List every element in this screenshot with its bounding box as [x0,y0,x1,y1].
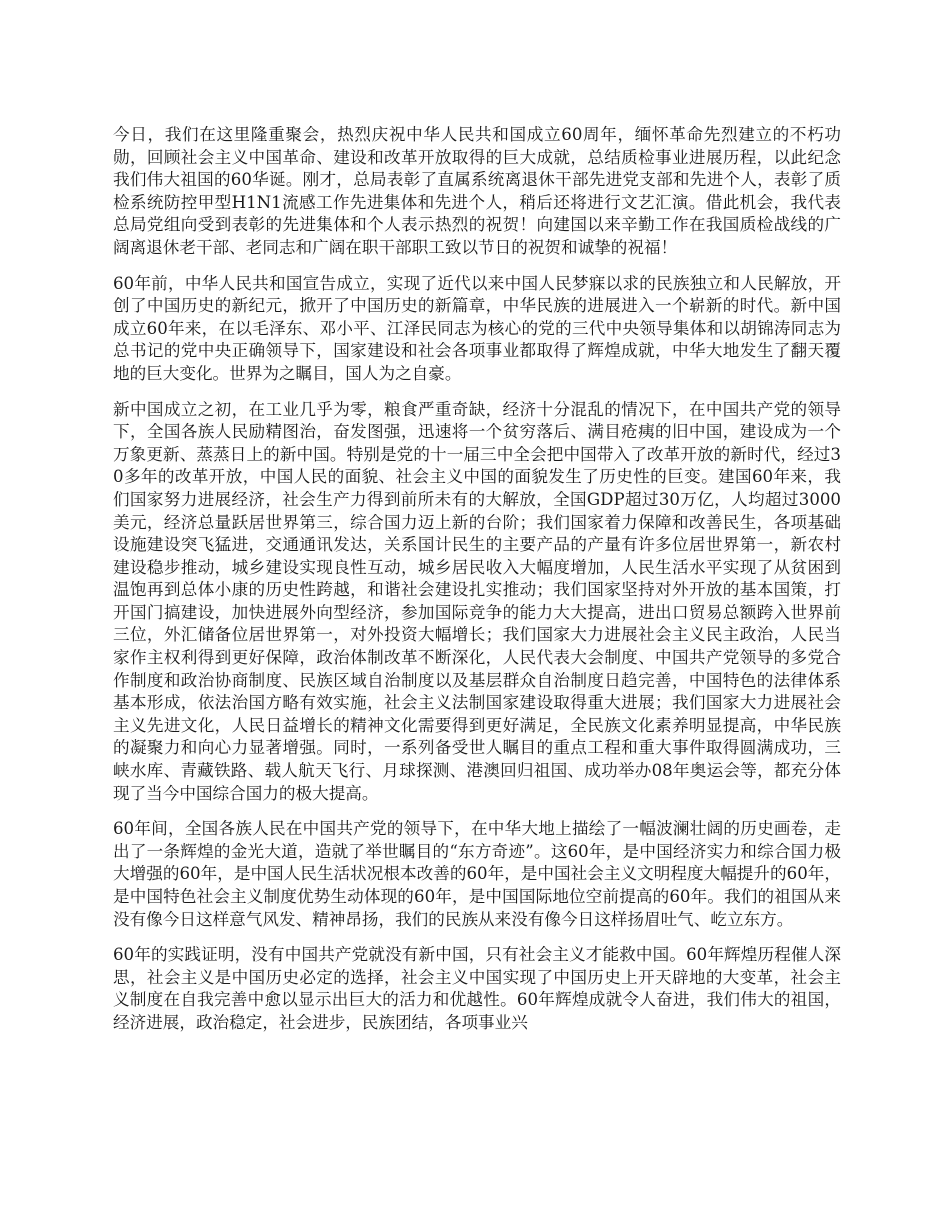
paragraph-1: 今日，我们在这里隆重聚会，热烈庆祝中华人民共和国成立60周年，缅怀革命先烈建立的不朽功勋，回顾社会主义中国革命、建设和改革开放取得的巨大成就，总结质检事业进展历程，以此纪念我们伟大祖国的60华诞。刚才，总局表彰了直属系统离退休干部先进党支部和先进个人，表彰了质检系统防控甲型H1N1流感工作先进集体和先进个人，稍后还将进行文艺汇演。借此机会，我代表总局党组向受到表彰的先进集体和个人表示热烈的祝贺！向建国以来辛勤工作在我国质检战线的广阔离退休老干部、老同志和广阔在职干部职工致以节日的祝贺和诚挚的祝福！ [113,125,841,257]
document-body [113,124,841,1048]
paragraph-2: 60年前，中华人民共和国宣告成立，实现了近代以来中国人民梦寐以求的民族独立和人民解放，开创了中国历史的新纪元，掀开了中国历史的新篇章，中华民族的进展进入一个崭新的时代。新中国成立60年来，在以毛泽东、邓小平、江泽民同志为核心的党的三代中央领导集体和以胡锦涛同志为总书记的党中央正确领导下，国家建设和社会各项事业都取得了辉煌成就，中华大地发生了翻天覆地的巨大变化。世界为之瞩目，国人为之自豪。 [113,273,841,383]
paragraph-4: 60年间，全国各族人民在中国共产党的领导下，在中华大地上描绘了一幅波澜壮阔的历史画卷，走出了一条辉煌的金光大道，造就了举世瞩目的“东方奇迹”。这60年，是中国经济实力和综合国力极大增强的60年，是中国人民生活状况根本改善的60年，是中国社会主义文明程度大幅提升的60年，是中国特色社会主义制度优势生动体现的60年，是中国国际地位空前提高的60年。我们的祖国从来没有像今日这样意气风发、精神昂扬，我们的民族从来没有像今日这样扬眉吐气、屹立东方。 [113,819,841,929]
paragraph-3: 新中国成立之初，在工业几乎为零，粮食严重奇缺，经济十分混乱的情况下，在中国共产党的领导下，全国各族人民励精图治，奋发图强，迅速将一个贫穷落后、满目疮痍的旧中国，建设成为一个万象更新、蒸蒸日上的新中国。特别是党的十一届三中全会把中国带入了改革开放的新时代，经过30多年的改革开放，中国人民的面貌、社会主义中国的面貌发生了历史性的巨变。建国60年来，我们国家努力进展经济，社会生产力得到前所未有的大解放，全国GDP超过30万亿，人均超过3000美元，经济总量跃居世界第三，综合国力迈上新的台阶；我们国家着力保障和改善民生，各项基础设施建设突飞猛进，交通通讯发达，关系国计民生的主要产品的产量有许多位居世界第一，新农村建设稳步推动，城乡建设实现良性互动，城乡居民收入大幅度增加，人民生活水平实现了从贫困到温饱再到总体小康的历史性跨越，和谐社会建设扎实推动；我们国家坚持对外开放的基本国策，打开国门搞建设，加快进展外向型经济，参加国际竞争的能力大大提高，进出口贸易总额跨入世界前三位，外汇储备位居世界第一，对外投资大幅增长；我们国家大力进展社会主义民主政治，人民当家作主权利得到更好保障，政治体制改革不断深化，人民代表大会制度、中国共产党领导的多党合作制度和政治协商制度、民族区域自治制度以及基层群众自治制度日趋完善，中国特色的法律体系基本形成，依法治国方略有效实施，社会主义法制国家建设取得重大进展；我们国家大力进展社会主义先进文化，人民日益增长的精神文化需要得到更好满足，全民族文化素养明显提高，中华民族的凝聚力和向心力显著增强。同时，一系列备受世人瞩目的重点工程和重大事件取得圆满成功，三峡水库、青藏铁路、载人航天飞行、月球探测、港澳回归祖国、成功举办08年奥运会等，都充分体现了当今中国综合国力的极大提高。 [113,399,841,803]
paragraph-5: 60年的实践证明，没有中国共产党就没有新中国，只有社会主义才能救中国。60年辉煌历程催人深思，社会主义是中国历史必定的选择，社会主义中国实现了中国历史上开天辟地的大变革，社会主义制度在自我完善中愈以显示出巨大的活力和优越性。60年辉煌成就令人奋进，我们伟大的祖国，经济进展，政治稳定，社会进步，民族团结，各项事业兴 [113,945,841,1032]
